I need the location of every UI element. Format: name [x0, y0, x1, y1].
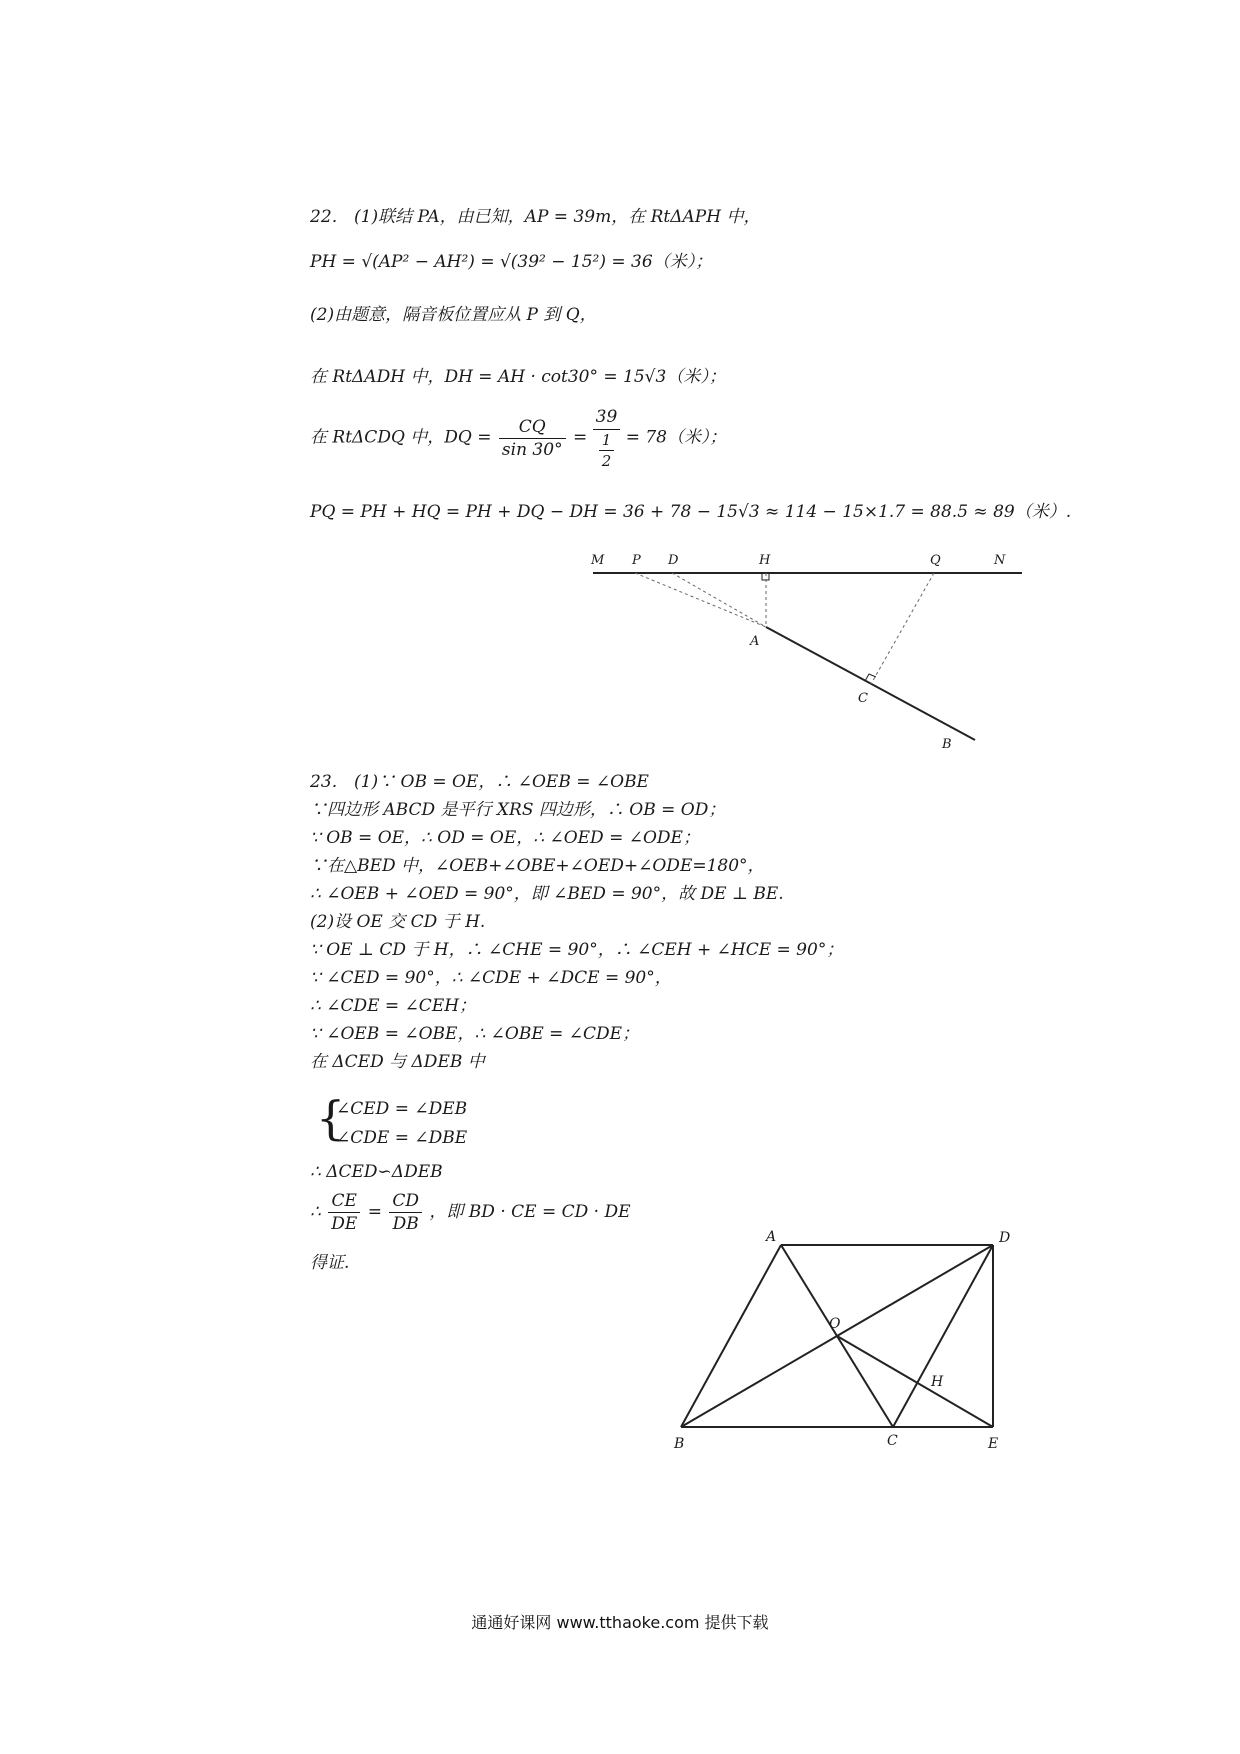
nested-fraction: [593, 405, 621, 471]
q23-line-13-result: ，即 BD · CE = CD · DE: [429, 1202, 631, 1222]
label-o: O: [829, 1316, 841, 1332]
label-m: M: [591, 553, 605, 568]
label-b: B: [942, 737, 952, 752]
equals-sign: =: [572, 427, 588, 448]
fraction-denominator: sin 30°: [501, 439, 563, 460]
label-c: C: [858, 691, 868, 706]
label-d: D: [668, 553, 679, 568]
fraction-numerator: CE: [328, 1190, 360, 1213]
label-h: H: [931, 1374, 944, 1390]
label-e: E: [988, 1436, 999, 1452]
q22-line-4: 在 RtΔADH 中，DH = AH · cot30° = 15√3（米）；: [310, 367, 726, 387]
figure-road-noise-barrier: [580, 540, 1040, 760]
q23-line-11: 在 ΔCED 与 ΔDEB 中: [310, 1052, 485, 1072]
cd-over-db-fraction: [389, 1190, 422, 1235]
q23-line-4: ∵在△BED 中，∠OEB+∠OBE+∠OED+∠ODE=180°，: [310, 856, 765, 876]
ce-over-de-fraction: [328, 1190, 360, 1235]
segment-oe: [837, 1336, 993, 1427]
half-denominator: 2: [601, 452, 612, 470]
q23-line-5: ∴ ∠OEB + ∠OED = 90°，即 ∠BED = 90°，故 DE ⊥ BE.: [310, 884, 784, 904]
footer-source: 通通好课网 www.tthaoke.com 提供下载: [471, 1613, 769, 1632]
therefore-symbol: ∴: [310, 1202, 321, 1222]
figure-parallelogram: [660, 1220, 1040, 1460]
q22-line-5-prefix: 在 RtΔCDQ 中，DQ =: [310, 427, 492, 448]
q22-line-2: PH = √(AP² − AH²) = √(39² − 15²) = 36（米）；: [310, 252, 713, 272]
q23-line-3: ∵ OB = OE，∴ OD = OE，∴ ∠OED = ∠ODE；: [310, 828, 700, 848]
q22-line-1: 22． (1)联结 PA，由已知，AP = 39m，在 RtΔAPH 中，: [310, 207, 761, 227]
condition-1: ∠CED = ∠DEB: [336, 1099, 468, 1119]
q23-line-10: ∵ ∠OEB = ∠OBE，∴ ∠OBE = ∠CDE；: [310, 1024, 640, 1044]
label-a: A: [750, 634, 760, 649]
fraction-denominator: DB: [392, 1214, 419, 1234]
label-q: Q: [930, 553, 941, 568]
condition-2: ∠CDE = ∠DBE: [336, 1128, 468, 1148]
dashed-da: [672, 573, 766, 627]
nested-fraction-numerator: 39: [593, 405, 621, 430]
segment-dc: [893, 1245, 993, 1427]
q22-line-6: PQ = PH + HQ = PH + DQ − DH = 36 + 78 − 15√3 ≈ 114 − 15×1.7 = 88.5 ≈ 89（米）.: [310, 502, 1072, 522]
label-d: D: [999, 1230, 1011, 1246]
left-brace: {: [316, 1091, 346, 1145]
cq-over-sin30-fraction: [499, 416, 566, 461]
q23-line-8: ∵ ∠CED = 90°，∴ ∠CDE + ∠DCE = 90°，: [310, 968, 672, 988]
q23-line-1: 23． (1)∵ OB = OE，∴ ∠OEB = ∠OBE: [310, 772, 649, 792]
q23-line-6: (2)设 OE 交 CD 于 H.: [310, 912, 486, 932]
label-b: B: [674, 1436, 685, 1452]
nested-fraction-denominator: [593, 430, 621, 471]
label-a: A: [766, 1229, 777, 1245]
q23-line-12: ∴ ΔCED∽ΔDEB: [310, 1162, 443, 1182]
half-numerator: 1: [599, 430, 615, 451]
q22-line-3: (2)由题意，隔音板位置应从 P 到 Q，: [310, 305, 597, 325]
fraction-numerator: CQ: [499, 416, 566, 439]
dashed-qc: [871, 573, 934, 684]
line-ab: [766, 627, 975, 740]
fraction-denominator: DE: [331, 1214, 358, 1234]
q23-line-2: ∵四边形 ABCD 是平行 XRS 四边形，∴ OB = OD；: [310, 800, 726, 820]
label-c: C: [887, 1433, 898, 1449]
fraction-numerator: CD: [389, 1190, 422, 1213]
q23-line-7: ∵ OE ⊥ CD 于 H，∴ ∠CHE = 90°，∴ ∠CEH + ∠HCE = 90°；: [310, 940, 844, 960]
segment-ab: [681, 1245, 781, 1427]
q23-line-9: ∴ ∠CDE = ∠CEH；: [310, 996, 477, 1016]
q23-line-14: 得证.: [310, 1253, 350, 1273]
label-p: P: [632, 553, 641, 568]
label-n: N: [994, 553, 1006, 568]
q22-line-5-result: = 78（米）；: [625, 427, 727, 448]
equals-sign: =: [367, 1202, 382, 1222]
q22-line-5: [310, 405, 726, 471]
label-h: H: [759, 553, 771, 568]
q23-line-13: [310, 1190, 631, 1235]
dashed-pa: [635, 573, 766, 627]
